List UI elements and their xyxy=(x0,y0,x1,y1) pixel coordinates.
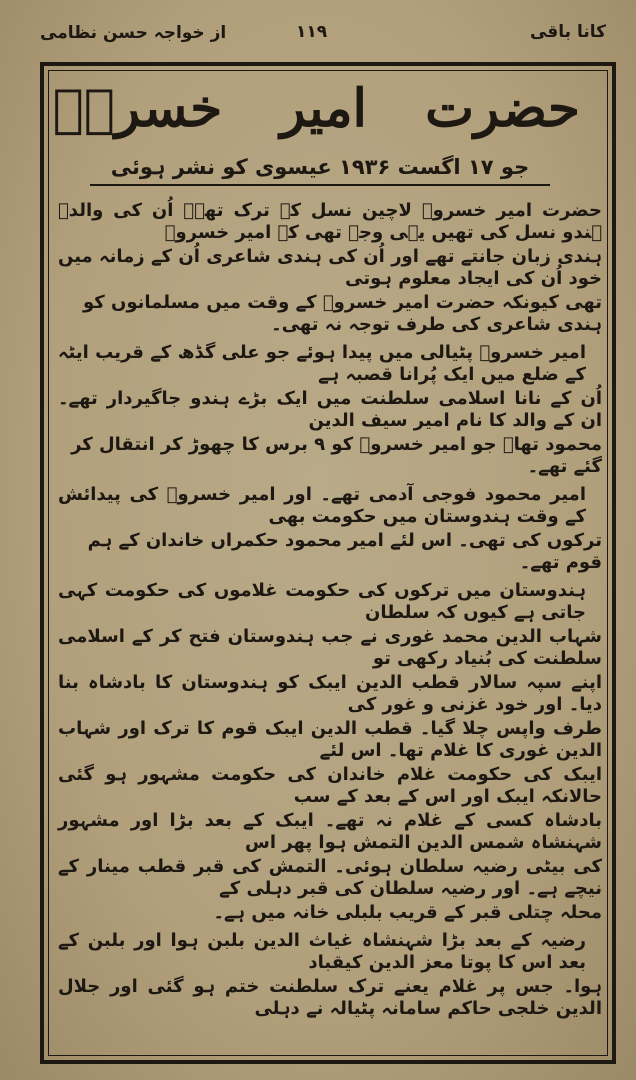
body-line: ہوا۔ جس پر غلام یعنے ترک سلطنت ختم ہو گئی اور جلال الدین خلجی حاکم سامانہ پٹیالہ نے دہلی xyxy=(58,976,602,1019)
body-line: طرف واپس چلا گیا۔ قطب الدین ایبک قوم کا ترک اور شہاب الدین غوری کا غلام تھا۔ اس لئے xyxy=(58,718,602,761)
body-line: حضرت امیر خسروؒ لاچین نسل کے ترک تھے۔ اُن کی والدہ ہندو نسل کی تھیں یہی وجہ تھی کہ امیر خسروؒ xyxy=(58,200,602,243)
page-number: ۱۱۹ xyxy=(296,22,328,42)
body-line: شہاب الدین محمد غوری نے جب ہندوستان فتح کر کے اسلامی سلطنت کی بُنیاد رکھی تو xyxy=(58,626,602,669)
body-line: ایبک کی حکومت غلام خاندان کی حکومت مشہور ہو گئی حالانکہ ایبک اور اس کے بعد کے سب xyxy=(58,764,602,807)
body-line: ترکوں کی تھی۔ اس لئے امیر محمود حکمراں خاندان کے ہم قوم تھے۔ xyxy=(87,530,602,573)
body-line: امیر محمود فوجی آدمی تھے۔ اور امیر خسروؒ کی پیدائش کے وقت ہندوستان میں حکومت بھی xyxy=(58,484,586,527)
article-title: حضرت امیر خسروؒ xyxy=(52,78,580,139)
body-line: ہندوستان میں ترکوں کی حکومت غلاموں کی حکومت کہی جاتی ہے کیوں کہ سلطان xyxy=(58,580,586,623)
body-line: اپنے سپہ سالار قطب الدین ایبک کو ہندوستان کا بادشاہ بنا دیا۔ اور خود غزنی و غور کی xyxy=(58,672,602,715)
body-line: محمود تھا۔ جو امیر خسروؒ کو ۹ برس کا چھوڑ کر انتقال کر گئے تھے۔ xyxy=(71,434,602,477)
body-line: ہندی زبان جانتے تھے اور اُن کی ہندی شاعری اُن کے زمانہ میں خود اُن کی ایجاد معلوم ہوتی xyxy=(58,246,602,289)
body-line: کی بیٹی رضیہ سلطان ہوئی۔ التمش کی قبر قطب مینار کے نیچے ہے۔ اور رضیہ سلطان کی قبر دہلی کے xyxy=(58,856,602,899)
body-line: رضیہ کے بعد بڑا شہنشاہ غیاث الدین بلبن ہوا اور بلبن کے بعد اس کا پوتا معز الدین کیقباد xyxy=(58,930,586,973)
body-line: بادشاہ کسی کے غلام نہ تھے۔ ایبک کے بعد بڑا اور مشہور شہنشاہ شمس الدین التمش ہوا پھر اس xyxy=(58,810,602,853)
body-line: تھی کیونکہ حضرت امیر خسروؒ کے وقت میں مسلمانوں کو ہندی شاعری کی طرف توجہ نہ تھی۔ xyxy=(83,292,602,335)
running-header-right: کانا باقی xyxy=(529,22,606,42)
article-subtitle: جو ۱۷ اگست ۱۹۳۶ عیسوی کو نشر ہوئی xyxy=(90,152,550,186)
body-line: امیر خسروؒ پٹیالی میں پیدا ہوئے جو علی گڈھ کے قریب ایٹہ کے ضلع میں ایک پُرانا قصبہ ہے xyxy=(58,342,586,385)
article-body xyxy=(58,200,602,1022)
body-line: محلہ چتلی قبر کے قریب بلبلی خانہ میں ہے۔ xyxy=(213,902,602,923)
body-line: اُن کے نانا اسلامی سلطنت میں ایک بڑے ہندو جاگیردار تھے۔ ان کے والد کا نام امیر سیف الدین xyxy=(58,388,602,431)
running-header-author: از خواجہ حسن نظامی xyxy=(40,23,227,43)
